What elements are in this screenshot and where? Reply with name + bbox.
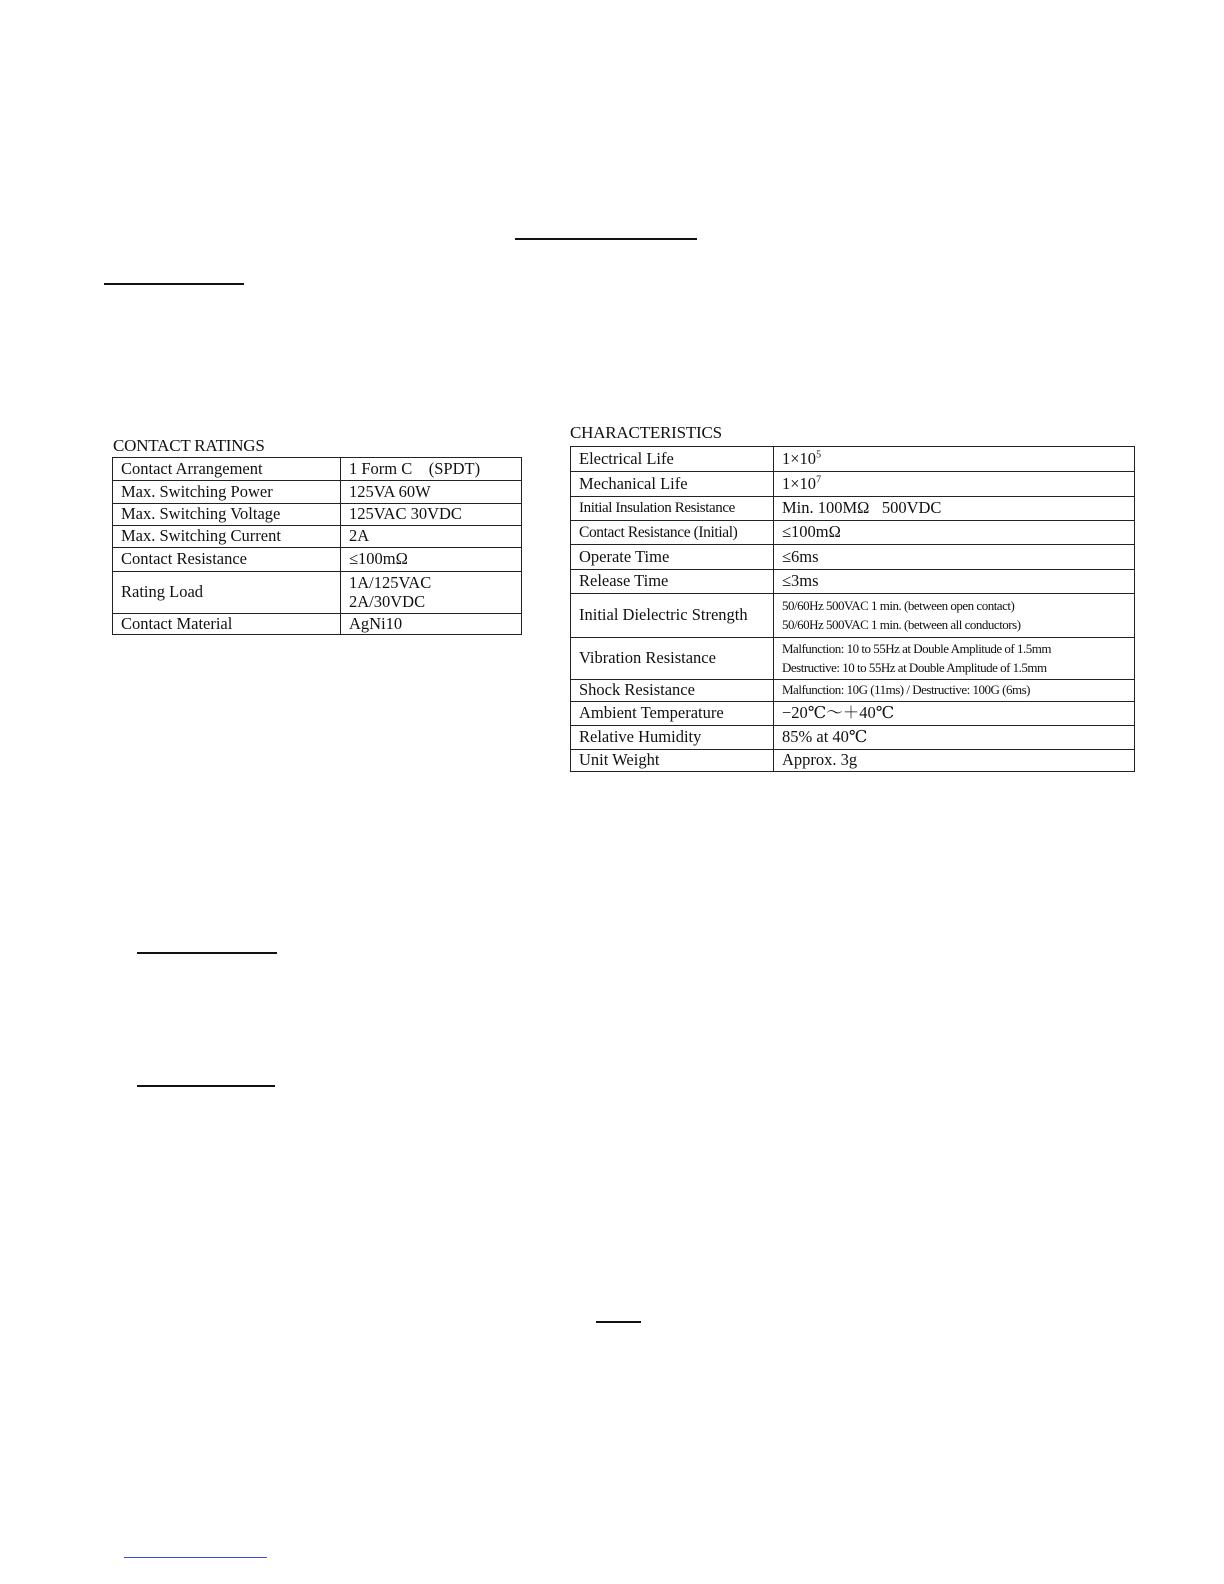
row-label: Initial Insulation Resistance [571, 497, 774, 521]
row-value: 125VA 60W [341, 481, 522, 504]
row-label: Unit Weight [571, 750, 774, 772]
table-row [571, 594, 1135, 638]
row-label: Rating Load [113, 572, 341, 614]
row-label: Operate Time [571, 545, 774, 570]
row-label: Shock Resistance [571, 680, 774, 702]
title-underline [515, 238, 697, 240]
table-row [571, 447, 1135, 472]
table-row [571, 680, 1135, 702]
table-row [571, 497, 1135, 521]
row-value [774, 638, 1135, 680]
table-row [113, 548, 522, 572]
row-label: Max. Switching Voltage [113, 504, 341, 526]
contact-ratings-title: CONTACT RATINGS [113, 436, 265, 455]
table-row [571, 545, 1135, 570]
row-label: Max. Switching Current [113, 526, 341, 548]
hyperlink-underline[interactable] [124, 1557, 267, 1558]
table-row [571, 521, 1135, 545]
row-value: 1 Form C (SPDT) [341, 458, 522, 481]
characteristics-table [570, 446, 1135, 772]
row-label: Initial Dielectric Strength [571, 594, 774, 638]
row-value [774, 472, 1135, 497]
row-label: Vibration Resistance [571, 638, 774, 680]
value-exponent: 7 [816, 474, 822, 486]
row-label: Contact Material [113, 614, 341, 635]
table-row [571, 702, 1135, 726]
value-exponent: 5 [816, 449, 822, 461]
characteristics-title: CHARACTERISTICS [570, 423, 722, 442]
table-row [113, 526, 522, 548]
value-text: 1×10 [782, 473, 817, 493]
table-row [113, 458, 522, 481]
row-value [341, 572, 522, 614]
row-value [774, 594, 1135, 638]
row-value: AgNi10 [341, 614, 522, 635]
value-text: 1×10 [782, 448, 817, 468]
row-label: Contact Resistance (Initial) [571, 521, 774, 545]
row-value: Min. 100MΩ 500VDC [774, 497, 1135, 521]
row-label: Release Time [571, 570, 774, 594]
table-row [113, 572, 522, 614]
table-row [571, 750, 1135, 772]
table-row [113, 504, 522, 526]
row-value: Approx. 3g [774, 750, 1135, 772]
row-value: ≤6ms [774, 545, 1135, 570]
table-row [571, 472, 1135, 497]
row-label: Electrical Life [571, 447, 774, 472]
section-heading-underline [596, 1321, 641, 1323]
section-heading-underline [104, 283, 244, 285]
row-value: −20℃～＋40℃ [774, 702, 1135, 726]
row-label: Contact Arrangement [113, 458, 341, 481]
table-row [113, 614, 522, 635]
value-line: Malfunction: 10 to 55Hz at Double Amplitude of 1.5mm [782, 641, 1051, 657]
table-row [571, 638, 1135, 680]
row-label: Contact Resistance [113, 548, 341, 572]
contact-ratings-table [112, 457, 522, 635]
value-line: 50/60Hz 500VAC 1 min. (between open contact) [782, 598, 1015, 614]
row-label: Max. Switching Power [113, 481, 341, 504]
section-heading-underline [137, 1085, 275, 1087]
row-value [774, 447, 1135, 472]
row-value: ≤3ms [774, 570, 1135, 594]
row-value: ≤100mΩ [774, 521, 1135, 545]
section-heading-underline [137, 952, 277, 954]
value-line: 2A/30VDC [349, 591, 426, 611]
row-value: 125VAC 30VDC [341, 504, 522, 526]
row-value: ≤100mΩ [341, 548, 522, 572]
value-line: 1A/125VAC [349, 573, 432, 593]
value-line: Destructive: 10 to 55Hz at Double Amplitude of 1.5mm [782, 659, 1047, 675]
row-value: 85% at 40℃ [774, 726, 1135, 750]
table-row [571, 726, 1135, 750]
row-label: Mechanical Life [571, 472, 774, 497]
value-line: 50/60Hz 500VAC 1 min. (between all conductors) [782, 616, 1021, 632]
row-value: 2A [341, 526, 522, 548]
table-row [571, 570, 1135, 594]
row-label: Ambient Temperature [571, 702, 774, 726]
table-row [113, 481, 522, 504]
row-value: Malfunction: 10G (11ms) / Destructive: 100G (6ms) [774, 680, 1135, 702]
row-label: Relative Humidity [571, 726, 774, 750]
